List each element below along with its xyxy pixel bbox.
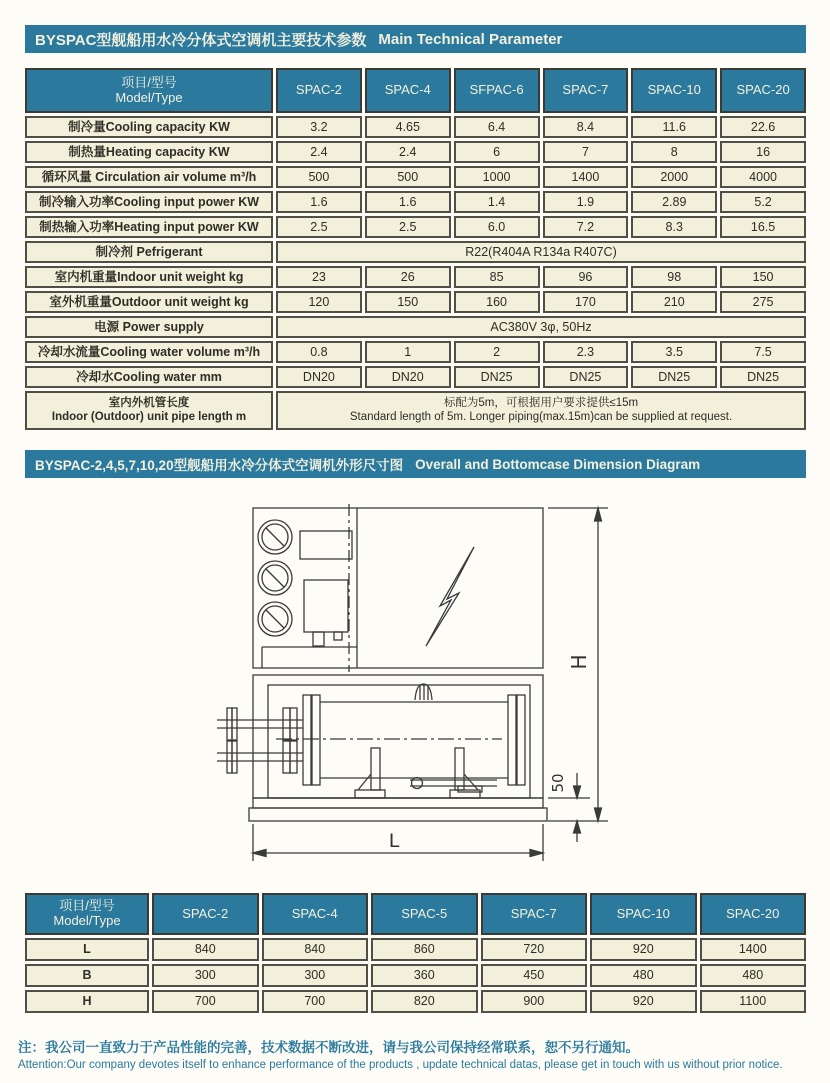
- cell-value: 160: [454, 291, 540, 313]
- section-title-main-parameters: [25, 25, 806, 53]
- table-row-dimension-h: [25, 990, 806, 1013]
- svg-text:H: H: [567, 654, 591, 670]
- cell-value: 700: [262, 990, 369, 1013]
- dimension-50: [548, 773, 590, 842]
- header-cell-model: SPAC-20: [700, 893, 807, 935]
- row-label: 制冷剂 Pefrigerant: [25, 241, 273, 263]
- cell-value: 5.2: [720, 191, 806, 213]
- cell-value: 820: [371, 990, 478, 1013]
- cell-value: 1100: [700, 990, 807, 1013]
- cell-value: 16.5: [720, 216, 806, 238]
- cell-value: 920: [590, 938, 697, 961]
- row-label: 制冷输入功率Cooling input power KW: [25, 191, 273, 213]
- cell-value: 2.5: [276, 216, 362, 238]
- header-cell-model: SPAC-7: [543, 68, 629, 113]
- header-cell-model: SPAC-2: [276, 68, 362, 113]
- header-cell-model-type: [25, 893, 149, 935]
- cell-value: 96: [543, 266, 629, 288]
- row-label: 冷却水Cooling water mm: [25, 366, 273, 388]
- cell-value: 120: [276, 291, 362, 313]
- cell-value: 275: [720, 291, 806, 313]
- row-label: 室外机重量Outdoor unit weight kg: [25, 291, 273, 313]
- header-cell-model: SPAC-20: [720, 68, 806, 113]
- header-cell-model: SPAC-7: [481, 893, 588, 935]
- cell-span-pipe-length: [276, 391, 806, 430]
- row-label: 制冷量Cooling capacity KW: [25, 116, 273, 138]
- cell-value: 2.89: [631, 191, 717, 213]
- attention-note-en: Attention:Our company devotes itself to enhance performance of the products , update technical datas, please get in touch with us without prior notice.: [18, 1059, 783, 1071]
- cell-value: 98: [631, 266, 717, 288]
- banner2-title-zh: BYSPAC-2,4,5,7,10,20型舰船用水冷分体式空调机外形尺寸图: [35, 458, 404, 473]
- pipe-value-en: Standard length of 5m. Longer piping(max.15m)can be supplied at request.: [349, 410, 733, 423]
- cell-value: 480: [590, 964, 697, 987]
- cell-value: DN20: [365, 366, 451, 388]
- cell-value: 1.6: [365, 191, 451, 213]
- row-label: 冷却水流量Cooling water volume m³/h: [25, 341, 273, 363]
- banner1-title-zh: BYSPAC型舰船用水冷分体式空调机主要技术参数: [35, 31, 367, 49]
- table-header-row: [25, 68, 806, 113]
- cell-value: 22.6: [720, 116, 806, 138]
- table-row-indoor-unit-weight: [25, 266, 806, 288]
- cell-value: 4000: [720, 166, 806, 188]
- cell-value: 500: [276, 166, 362, 188]
- table-row-circulation-air-volume: [25, 166, 806, 188]
- row-label: 制热量Heating capacity KW: [25, 141, 273, 163]
- cell-value: 2.4: [365, 141, 451, 163]
- cell-value: 26: [365, 266, 451, 288]
- cell-value: 900: [481, 990, 588, 1013]
- pipe-label-zh: 室内外机管长度: [108, 397, 190, 410]
- cell-value: 1.6: [276, 191, 362, 213]
- row-label: 室内机重量Indoor unit weight kg: [25, 266, 273, 288]
- cell-value: 8: [631, 141, 717, 163]
- cell-value: 16: [720, 141, 806, 163]
- cell-span-value: AC380V 3φ, 50Hz: [276, 316, 806, 338]
- pipe-label-en: Indoor (Outdoor) unit pipe length m: [51, 410, 247, 423]
- pipe-value-zh: 标配为5m，可根据用户要求提供≤15m: [443, 397, 639, 410]
- header-cell-model: SPAC-5: [371, 893, 478, 935]
- cell-value: 300: [152, 964, 259, 987]
- row-label: 循环风量 Circulation air volume m³/h: [25, 166, 273, 188]
- cell-value: 7.2: [543, 216, 629, 238]
- cell-value: 700: [152, 990, 259, 1013]
- cell-value: 6.0: [454, 216, 540, 238]
- cell-value: DN25: [454, 366, 540, 388]
- cell-value: 7.5: [720, 341, 806, 363]
- cell-value: 7: [543, 141, 629, 163]
- table-row-cooling-input-power: [25, 191, 806, 213]
- cell-value: 2.5: [365, 216, 451, 238]
- cell-value: 6: [454, 141, 540, 163]
- cell-value: 500: [365, 166, 451, 188]
- cell-value: 2000: [631, 166, 717, 188]
- table-row-cooling-water-volume: [25, 341, 806, 363]
- cell-value: 2.3: [543, 341, 629, 363]
- cell-value: 1.9: [543, 191, 629, 213]
- cell-value: 360: [371, 964, 478, 987]
- svg-text:50: 50: [549, 773, 567, 793]
- cell-value: 720: [481, 938, 588, 961]
- header-label-en: Model/Type: [53, 913, 121, 928]
- cell-value: 4.65: [365, 116, 451, 138]
- water-pipe-connections: [217, 708, 303, 773]
- cell-value: 3.5: [631, 341, 717, 363]
- table-row-pipe-length: [25, 391, 806, 430]
- header-cell-model-type: [25, 68, 273, 113]
- cell-value: 920: [590, 990, 697, 1013]
- table-row-outdoor-unit-weight: [25, 291, 806, 313]
- cell-value: 23: [276, 266, 362, 288]
- cell-value: 300: [262, 964, 369, 987]
- cell-value: 85: [454, 266, 540, 288]
- header-cell-model: SPAC-4: [365, 68, 451, 113]
- dimension-diagram: [0, 490, 830, 890]
- table-row-heating-capacity: [25, 141, 806, 163]
- table-row-dimension-l: [25, 938, 806, 961]
- cell-value: 1400: [700, 938, 807, 961]
- header-label-zh: 项目/型号: [121, 74, 177, 90]
- table-row-heating-input-power: [25, 216, 806, 238]
- main-parameter-table: [25, 68, 806, 433]
- table-row-dimension-b: [25, 964, 806, 987]
- banner1-title-en: Main Technical Parameter: [378, 30, 563, 48]
- row-label: 制热输入功率Heating input power KW: [25, 216, 273, 238]
- cell-value: 0.8: [276, 341, 362, 363]
- cell-value: 150: [720, 266, 806, 288]
- cell-value: 480: [700, 964, 807, 987]
- cell-value: 1: [365, 341, 451, 363]
- cell-value: 1400: [543, 166, 629, 188]
- cell-value: 1000: [454, 166, 540, 188]
- cell-value: DN25: [543, 366, 629, 388]
- lightning-bolt-icon: [426, 547, 474, 646]
- svg-text:L: L: [388, 830, 400, 852]
- table-header-row: [25, 893, 806, 935]
- cell-value: 6.4: [454, 116, 540, 138]
- cell-value: DN20: [276, 366, 362, 388]
- cell-value: 210: [631, 291, 717, 313]
- cell-value: 2: [454, 341, 540, 363]
- pressure-gauge-icon: [258, 520, 292, 554]
- header-cell-model: SFPAC-6: [454, 68, 540, 113]
- cell-value: 840: [152, 938, 259, 961]
- cell-value: 2.4: [276, 141, 362, 163]
- cell-value: 860: [371, 938, 478, 961]
- cell-value: 8.4: [543, 116, 629, 138]
- dimension-table: [25, 893, 806, 1016]
- pressure-gauge-icon: [258, 561, 292, 595]
- header-cell-model: SPAC-10: [631, 68, 717, 113]
- dimension-l: [253, 824, 543, 861]
- attention-note: [18, 1036, 818, 1071]
- cell-value: 840: [262, 938, 369, 961]
- table-row-refrigerant: [25, 241, 806, 263]
- cell-value: 1.4: [454, 191, 540, 213]
- header-label-zh: 项目/型号: [59, 898, 115, 914]
- row-label-pipe-length: [25, 391, 273, 430]
- attention-note-zh: 注：我公司一直致力于产品性能的完善，技术数据不断改进，请与我公司保持经常联系，恕不另行通知。: [18, 1040, 639, 1055]
- cell-value: DN25: [720, 366, 806, 388]
- header-label-en: Model/Type: [115, 89, 183, 105]
- header-cell-model: SPAC-2: [152, 893, 259, 935]
- header-cell-model: SPAC-10: [590, 893, 697, 935]
- row-label: B: [25, 964, 149, 987]
- section-title-dimension-diagram: [25, 450, 806, 478]
- cell-value: 3.2: [276, 116, 362, 138]
- cell-value: 150: [365, 291, 451, 313]
- cell-value: 11.6: [631, 116, 717, 138]
- cell-value: 170: [543, 291, 629, 313]
- row-label: H: [25, 990, 149, 1013]
- header-cell-model: SPAC-4: [262, 893, 369, 935]
- cell-span-value: R22(R404A R134a R407C): [276, 241, 806, 263]
- banner2-title-en: Overall and Bottomcase Dimension Diagram: [415, 456, 701, 472]
- cell-value: 450: [481, 964, 588, 987]
- pressure-gauge-icon: [258, 602, 292, 636]
- outdoor-unit-top-view: [253, 504, 543, 672]
- cell-value: DN25: [631, 366, 717, 388]
- table-row-power-supply: [25, 316, 806, 338]
- table-row-cooling-water: [25, 366, 806, 388]
- table-row-cooling-capacity: [25, 116, 806, 138]
- condenser-bottom-section: [217, 675, 547, 821]
- row-label: L: [25, 938, 149, 961]
- cell-value: 8.3: [631, 216, 717, 238]
- row-label: 电源 Power supply: [25, 316, 273, 338]
